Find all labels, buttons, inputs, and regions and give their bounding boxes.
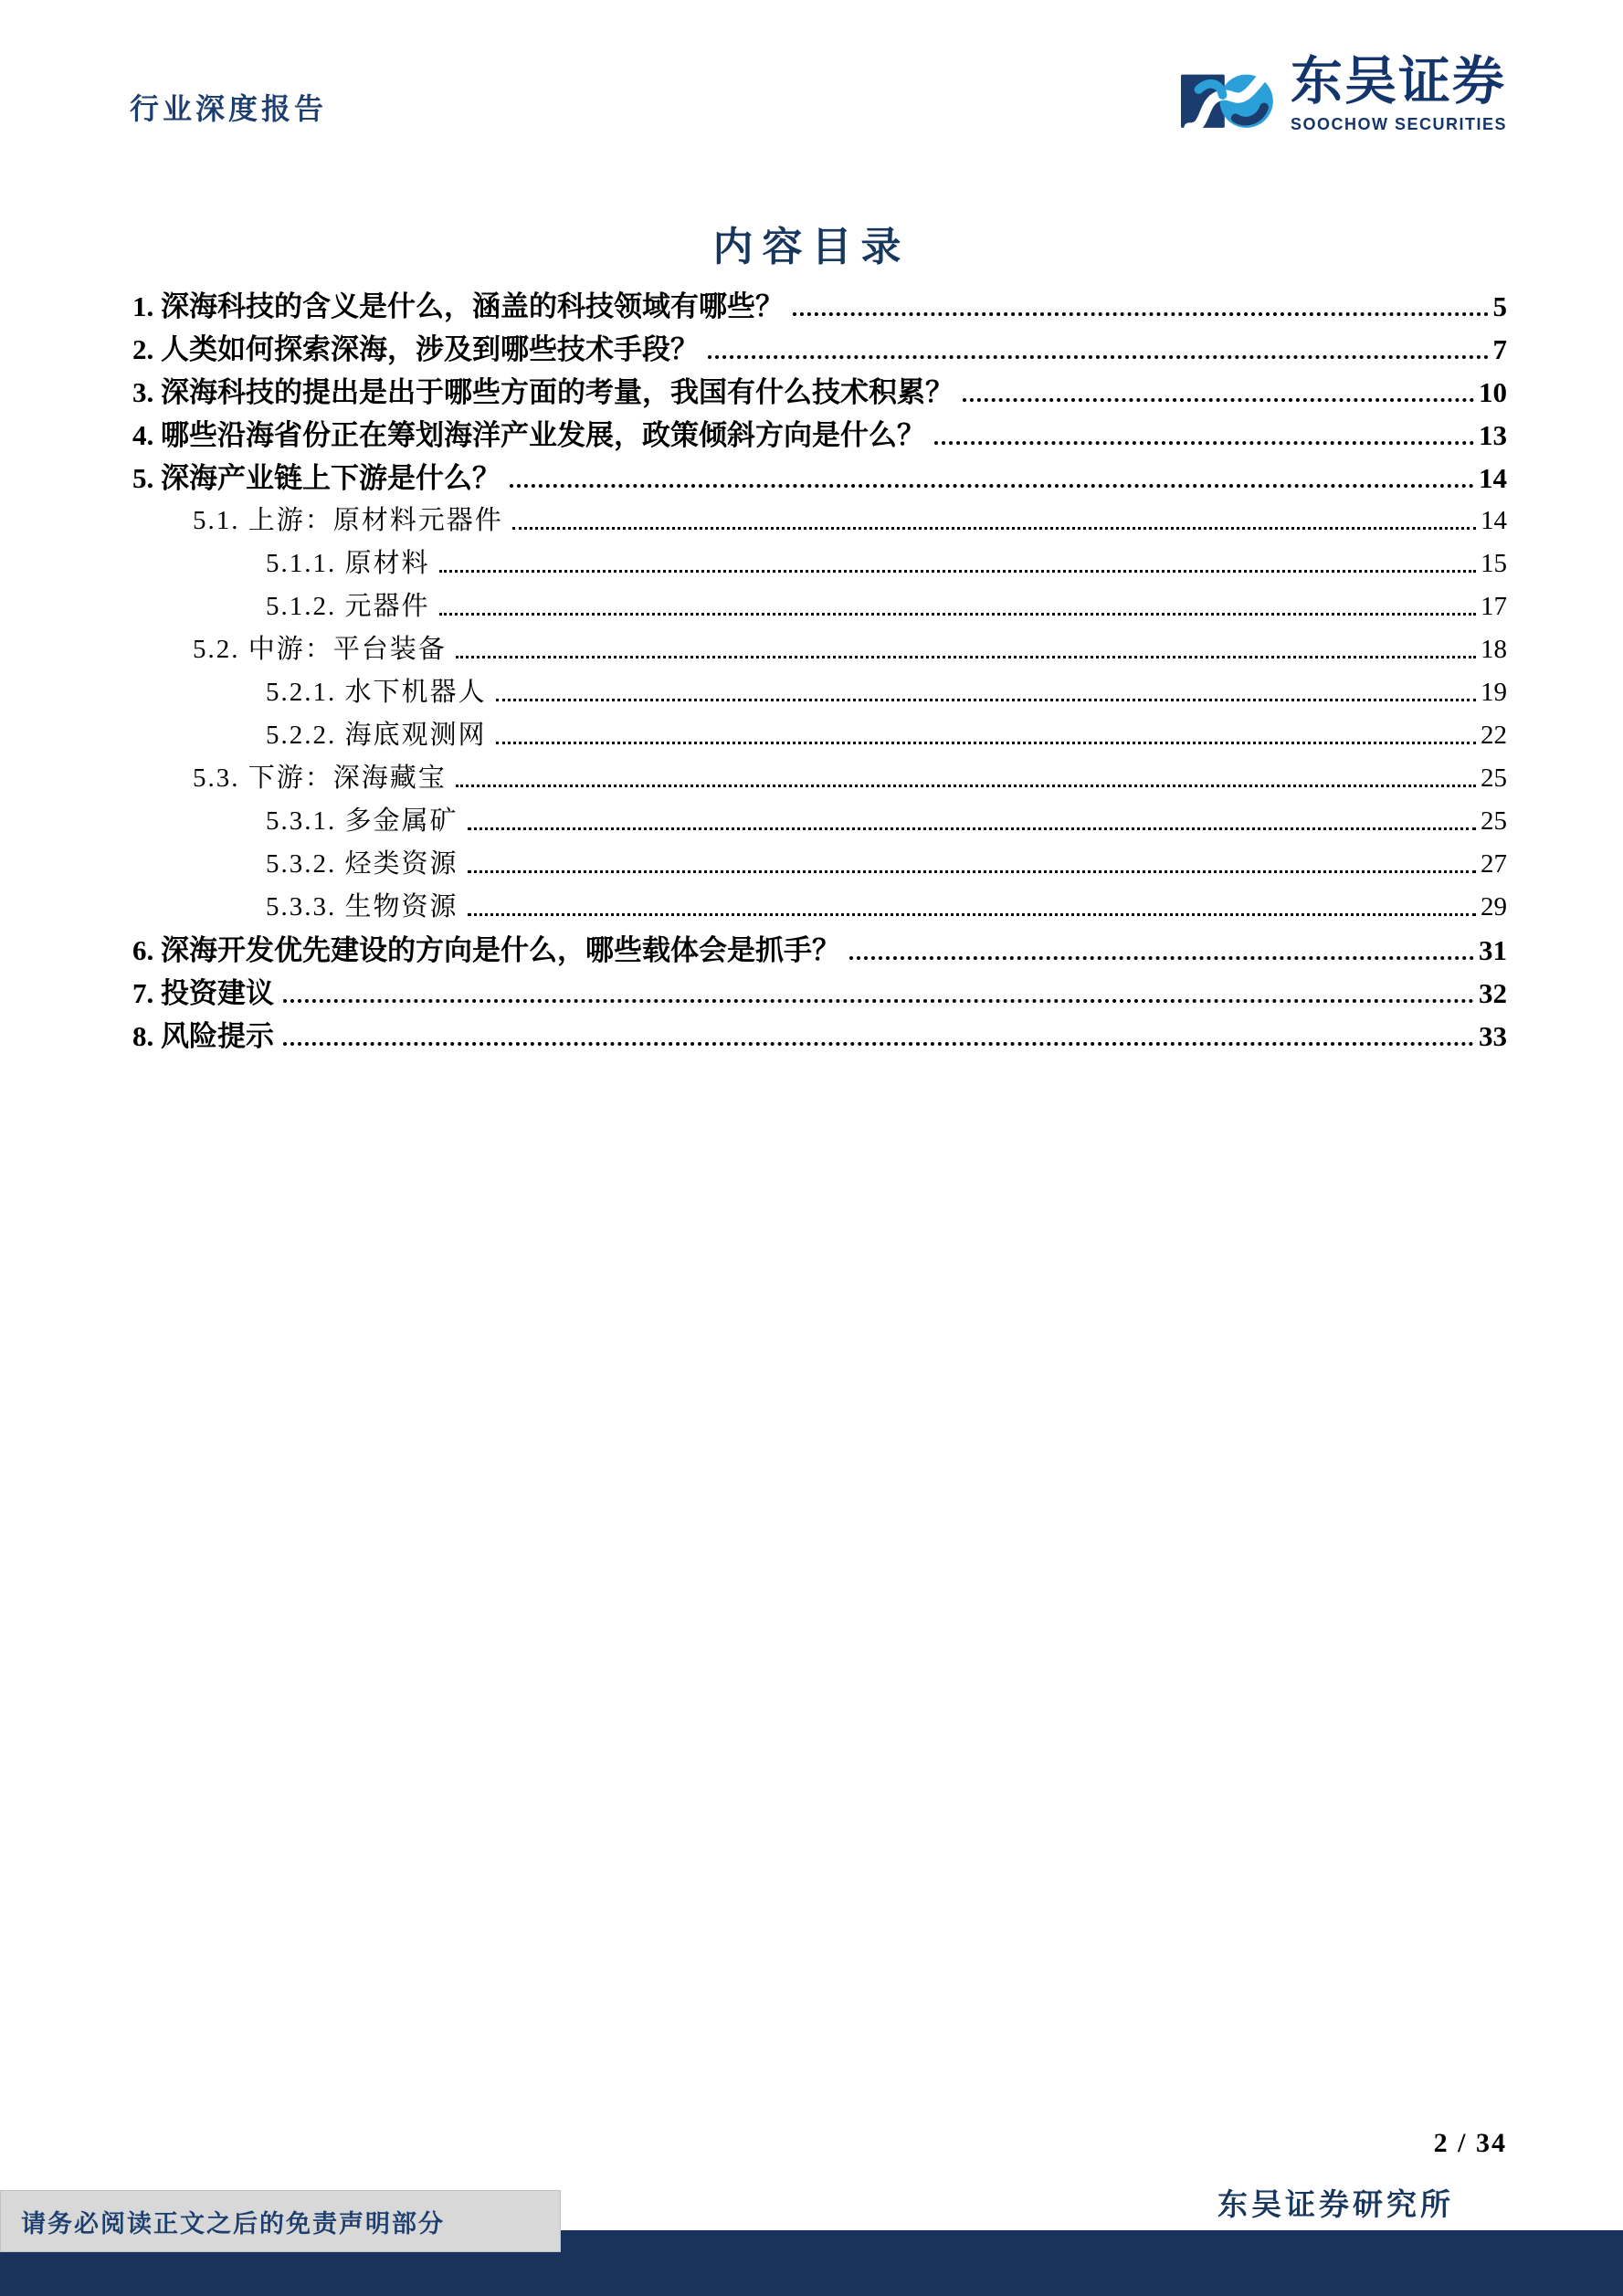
toc-entry-label: 5. 深海产业链上下游是什么？ bbox=[132, 462, 501, 494]
toc-entry-page: 7 bbox=[1492, 333, 1507, 365]
page-indicator: 2 / 34 bbox=[1433, 2128, 1507, 2158]
toc-leader-dots bbox=[496, 742, 1476, 744]
toc-leader-dots bbox=[456, 656, 1476, 658]
soochow-logo-icon bbox=[1181, 58, 1283, 142]
toc-entry[interactable] bbox=[132, 500, 1507, 542]
toc-list bbox=[132, 285, 1507, 1058]
toc-leader-dots bbox=[468, 827, 1476, 830]
toc-entry-page: 10 bbox=[1479, 376, 1507, 408]
toc-leader-dots bbox=[708, 355, 1489, 359]
toc-entry[interactable] bbox=[132, 972, 1507, 1015]
toc-entry-page: 17 bbox=[1481, 592, 1507, 621]
toc-leader-dots bbox=[439, 613, 1476, 616]
toc-entry-label: 2. 人类如何探索深海，涉及到哪些技术手段？ bbox=[132, 333, 699, 365]
toc-leader-dots bbox=[496, 699, 1476, 701]
toc-entry-page: 33 bbox=[1479, 1020, 1507, 1052]
toc-entry-page: 18 bbox=[1481, 635, 1507, 664]
toc-entry-page: 29 bbox=[1481, 892, 1507, 922]
toc-leader-dots bbox=[468, 913, 1476, 916]
toc-entry-page: 13 bbox=[1479, 419, 1507, 451]
toc-entry[interactable] bbox=[132, 757, 1507, 800]
toc-entry[interactable] bbox=[132, 843, 1507, 886]
toc-entry-label: 8. 风险提示 bbox=[132, 1020, 274, 1052]
toc-leader-dots bbox=[934, 441, 1474, 445]
toc-entry-page: 32 bbox=[1479, 977, 1507, 1009]
toc-entry[interactable] bbox=[132, 800, 1507, 843]
toc-entry[interactable] bbox=[132, 585, 1507, 628]
toc-entry-label: 5.3. 下游：深海藏宝 bbox=[193, 764, 447, 793]
toc-leader-dots bbox=[283, 999, 1474, 1003]
toc-entry-label: 1. 深海科技的含义是什么，涵盖的科技领域有哪些？ bbox=[132, 290, 784, 322]
toc-entry[interactable] bbox=[132, 328, 1507, 371]
toc-entry[interactable] bbox=[132, 542, 1507, 585]
toc-entry-label: 5.3.1. 多金属矿 bbox=[266, 806, 458, 836]
toc-leader-dots bbox=[283, 1042, 1474, 1046]
toc-entry-page: 25 bbox=[1481, 764, 1507, 793]
toc-entry-page: 5 bbox=[1492, 290, 1507, 322]
toc-entry-page: 25 bbox=[1481, 806, 1507, 836]
disclaimer-note bbox=[0, 2190, 561, 2252]
toc-entry-page: 31 bbox=[1479, 934, 1507, 966]
toc-leader-dots bbox=[849, 956, 1474, 960]
toc-entry-label: 5.3.2. 烃类资源 bbox=[266, 849, 458, 879]
toc-entry-label: 5.3.3. 生物资源 bbox=[266, 892, 458, 922]
toc-leader-dots bbox=[963, 398, 1474, 402]
toc-entry-label: 6. 深海开发优先建设的方向是什么，哪些载体会是抓手？ bbox=[132, 934, 840, 966]
logo-text bbox=[1291, 55, 1507, 134]
toc-entry-label: 4. 哪些沿海省份正在筹划海洋产业发展，政策倾斜方向是什么？ bbox=[132, 419, 925, 451]
toc-leader-dots bbox=[793, 312, 1489, 316]
toc-entry[interactable] bbox=[132, 1015, 1507, 1058]
toc-entry-label: 5.1.2. 元器件 bbox=[266, 592, 430, 621]
toc-leader-dots bbox=[456, 785, 1476, 787]
toc-entry-label: 3. 深海科技的提出是出于哪些方面的考量，我国有什么技术积累？ bbox=[132, 376, 954, 408]
toc-entry-page: 27 bbox=[1481, 849, 1507, 879]
toc-entry[interactable] bbox=[132, 371, 1507, 414]
toc-entry-label: 5.2.1. 水下机器人 bbox=[266, 678, 487, 707]
toc-entry-label: 5.1. 上游：原材料元器件 bbox=[193, 506, 503, 535]
toc-entry-page: 15 bbox=[1481, 549, 1507, 578]
toc-entry-label: 5.2. 中游：平台装备 bbox=[193, 635, 447, 664]
toc-entry[interactable] bbox=[132, 414, 1507, 457]
toc-entry[interactable] bbox=[132, 457, 1507, 500]
toc-leader-dots bbox=[439, 570, 1476, 573]
toc-entry-label: 5.1.1. 原材料 bbox=[266, 549, 430, 578]
toc-title: 内容目录 bbox=[712, 225, 911, 269]
toc-leader-dots bbox=[510, 484, 1474, 488]
toc-entry[interactable] bbox=[132, 886, 1507, 929]
toc-entry[interactable] bbox=[132, 714, 1507, 757]
logo-cn-text: 东吴证券 bbox=[1290, 53, 1506, 111]
toc-entry-label: 5.2.2. 海底观测网 bbox=[266, 721, 487, 750]
disclaimer-text: 请务必阅读正文之后的免责声明部分 bbox=[21, 2209, 445, 2238]
soochow-logo bbox=[1181, 55, 1507, 142]
institute-name: 东吴证券研究所 bbox=[1217, 2189, 1454, 2222]
toc-entry-page: 22 bbox=[1481, 721, 1507, 750]
toc-entry-page: 14 bbox=[1479, 462, 1507, 494]
toc-entry[interactable] bbox=[132, 671, 1507, 714]
toc-entry[interactable] bbox=[132, 929, 1507, 972]
toc-leader-dots bbox=[468, 870, 1476, 873]
toc-entry-page: 14 bbox=[1481, 506, 1507, 535]
toc-entry[interactable] bbox=[132, 285, 1507, 328]
toc-entry[interactable] bbox=[132, 628, 1507, 671]
toc-entry-label: 7. 投资建议 bbox=[132, 977, 274, 1009]
toc-entry-page: 19 bbox=[1481, 678, 1507, 707]
logo-en-text: SOOCHOW SECURITIES bbox=[1290, 114, 1507, 133]
report-type-label: 行业深度报告 bbox=[130, 92, 328, 125]
toc-leader-dots bbox=[512, 527, 1476, 530]
